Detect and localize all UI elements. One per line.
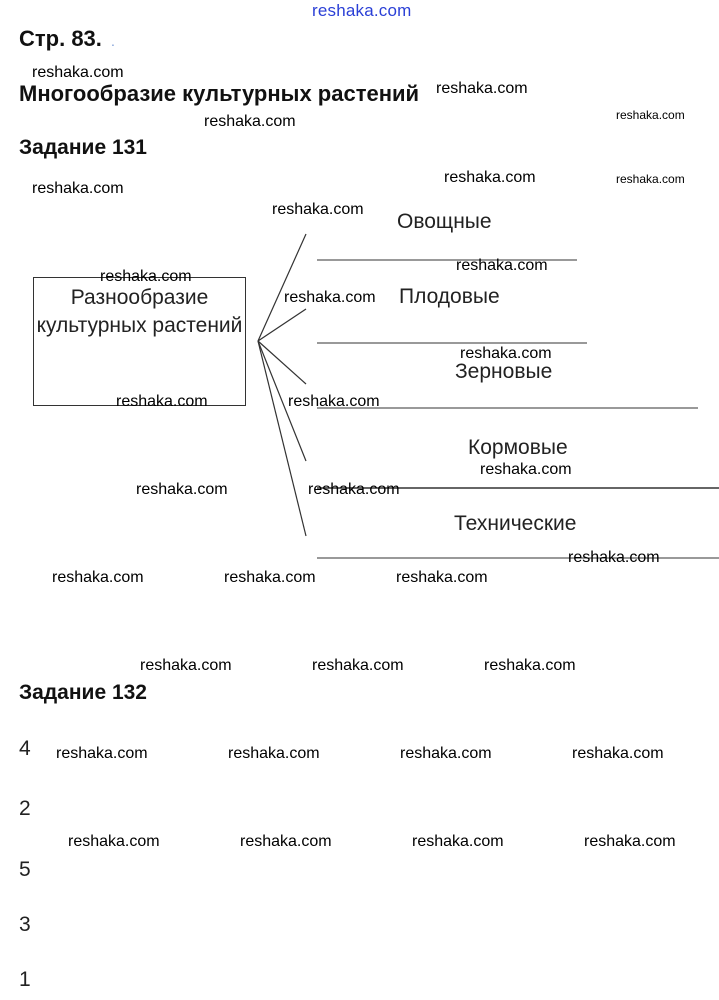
root-concept-label: Разнообразие культурных растений [36, 286, 243, 337]
page-number-dot: . [111, 33, 115, 49]
watermark: reshaka.com [572, 745, 664, 762]
watermark: reshaka.com [288, 393, 380, 410]
answer-item: 3 [19, 913, 31, 936]
answer-item: 1 [19, 968, 31, 991]
section-title: Многообразие культурных растений [19, 81, 420, 106]
watermark: reshaka.com [116, 393, 208, 410]
watermark: reshaka.com [312, 657, 404, 674]
watermark: reshaka.com [68, 833, 160, 850]
watermark: reshaka.com [480, 461, 572, 478]
answer-item: 5 [19, 858, 31, 881]
watermark: reshaka.com [484, 657, 576, 674]
watermark: reshaka.com [616, 108, 685, 122]
watermark: reshaka.com [224, 569, 316, 586]
watermark: reshaka.com [272, 201, 364, 218]
watermark: reshaka.com [584, 833, 676, 850]
watermark: reshaka.com [400, 745, 492, 762]
watermark: reshaka.com [140, 657, 232, 674]
site-link[interactable]: reshaka.com [312, 1, 412, 20]
connector-line-3 [258, 341, 306, 384]
watermark: reshaka.com [100, 268, 192, 285]
watermark: reshaka.com [284, 289, 376, 306]
watermark: reshaka.com [228, 745, 320, 762]
task-132-heading: Задание 132 [19, 681, 147, 704]
watermark: reshaka.com [460, 345, 552, 362]
watermark: reshaka.com [308, 481, 400, 498]
watermark: reshaka.com [204, 113, 296, 130]
watermark: reshaka.com [568, 549, 660, 566]
watermark: reshaka.com [412, 833, 504, 850]
watermark: reshaka.com [32, 64, 124, 81]
watermark: reshaka.com [616, 172, 685, 186]
watermark: reshaka.com [56, 745, 148, 762]
category-vegetables: Овощные [397, 210, 492, 233]
answer-item: 4 [19, 737, 31, 760]
connector-line-5 [258, 341, 306, 536]
watermark: reshaka.com [52, 569, 144, 586]
task-131-heading: Задание 131 [19, 136, 147, 159]
category-grains: Зерновые [455, 360, 553, 383]
answer-item: 2 [19, 797, 31, 820]
watermark: reshaka.com [136, 481, 228, 498]
category-fodder: Кормовые [468, 436, 568, 459]
watermark: reshaka.com [456, 257, 548, 274]
watermark: reshaka.com [436, 80, 528, 97]
page-number: Стр. 83. [19, 26, 102, 51]
category-fruits: Плодовые [399, 285, 500, 308]
watermark: reshaka.com [444, 169, 536, 186]
category-technical: Технические [454, 512, 577, 535]
watermark: reshaka.com [32, 180, 124, 197]
watermark: reshaka.com [396, 569, 488, 586]
watermark: reshaka.com [240, 833, 332, 850]
